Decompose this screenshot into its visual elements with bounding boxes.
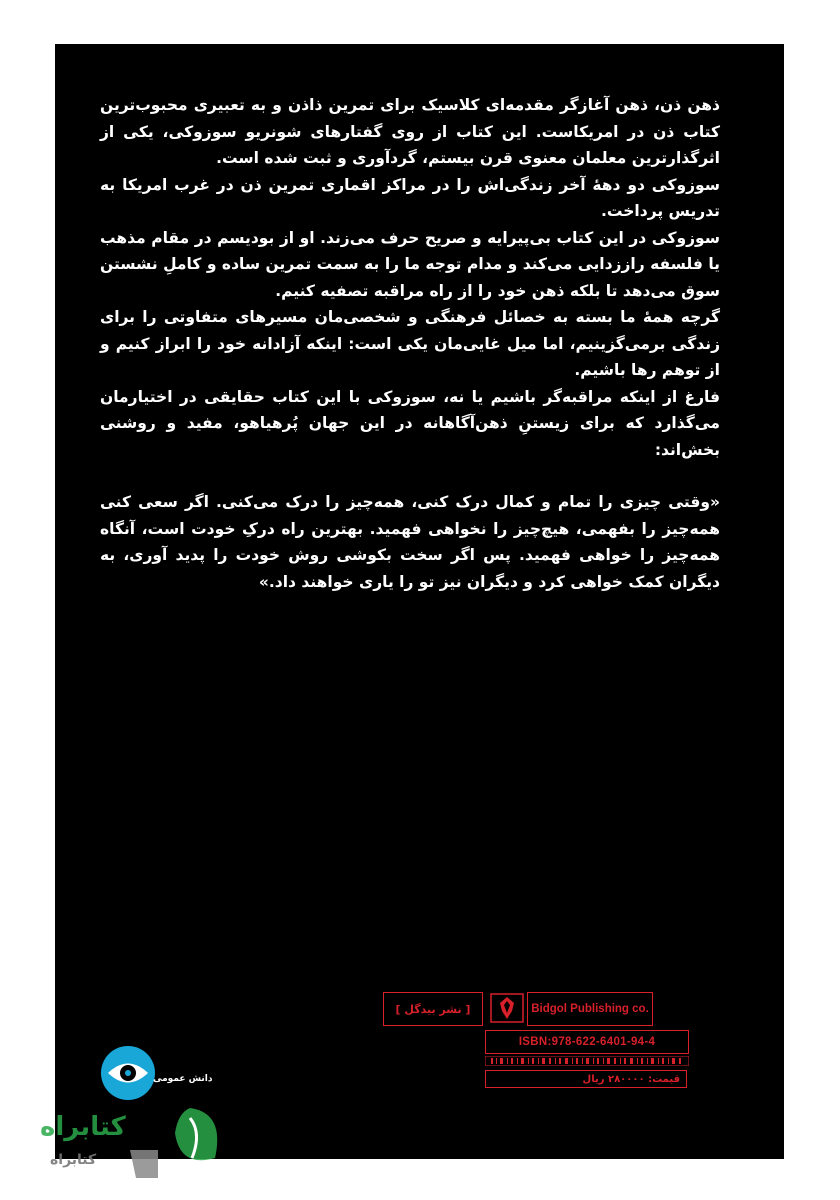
publisher-name-en: Bidgol Publishing co. [527,992,653,1026]
watermark-text: کتابراه [40,1112,126,1142]
quote: «وقتی چیزی را تمام و کمال درک کنی، همه‌چیز را درک می‌کنی. اگر سعی کنی همه‌چیز را بفهمی، هیچ‌چیز را نخواهی فهمید. بهترین راه درکِ خودت است، آنگاه همه‌چیز را خواهی فهمید. پس اگر سخت بکوشی روش خودت را پدید آوری، به دیگران کمک خواهی کرد و دیگران نیز تو را یاری خواهند داد.» [100,493,720,591]
barcode-icon [485,1056,689,1066]
paragraph-4: گرچه همهٔ ما بسته به خصائل فرهنگی و شخصی‌مان مسیرهای متفاوتی را برای زندگی برمی‌گزینیم، اما میل غایی‌مان یکی است: اینکه آزادانه خود را ابراز کنیم و از توهم رها باشیم. [100,308,720,379]
isbn: ISBN:978-622-6401-94-4 [485,1030,689,1054]
publisher-block [395,992,689,1086]
publisher-logo-icon [487,992,527,1024]
watermark-text-small: کتابراه [50,1152,97,1168]
series-label: دانش عمومی [153,1074,213,1084]
paragraph-5: فارغ از اینکه مراقبه‌گر باشیم یا نه، سوزوکی با این کتاب حقایقی در اختیارمان می‌گذارد که برای زیستنِ ذهن‌آگاهانه در این جهان پُرهیاهو، مفید و روشنی بخش‌اند: [100,387,720,459]
publisher-name-fa: [ نشر بیدگل ] [383,992,483,1026]
paragraph-3: سوزوکی در این کتاب بی‌پیرایه و صریح حرف می‌زند. او از بودیسم در مقام مذهب یا فلسفه راززدایی می‌کند و مدام توجه ما را به سمت تمرین ساده و کاملِ نشستن سوق می‌دهد تا بلکه ذهن خود را از راه مراقبه تصفیه کنیم. [100,228,720,300]
price: قیمت: ۲۸۰۰۰۰ ریال [485,1070,687,1088]
paragraph-2: سوزوکی دو دههٔ آخر زندگی‌اش را در مراکز اقماری تمرین ذن در غرب امریکا به تدریس پرداخت. [100,175,720,220]
blurb [100,92,720,595]
paragraph-1: ذهن ذن، ذهن آغازگر مقدمه‌ای کلاسیک برای تمرین ذاذن و به تعبیری محبوب‌ترین کتاب ذن در امریکاست. این کتاب از روی گفتارهای شونریو سوزوکی، یکی از اثرگذارترین معلمان معنوی قرن بیستم، گردآوری و ثبت شده است. [100,96,720,167]
